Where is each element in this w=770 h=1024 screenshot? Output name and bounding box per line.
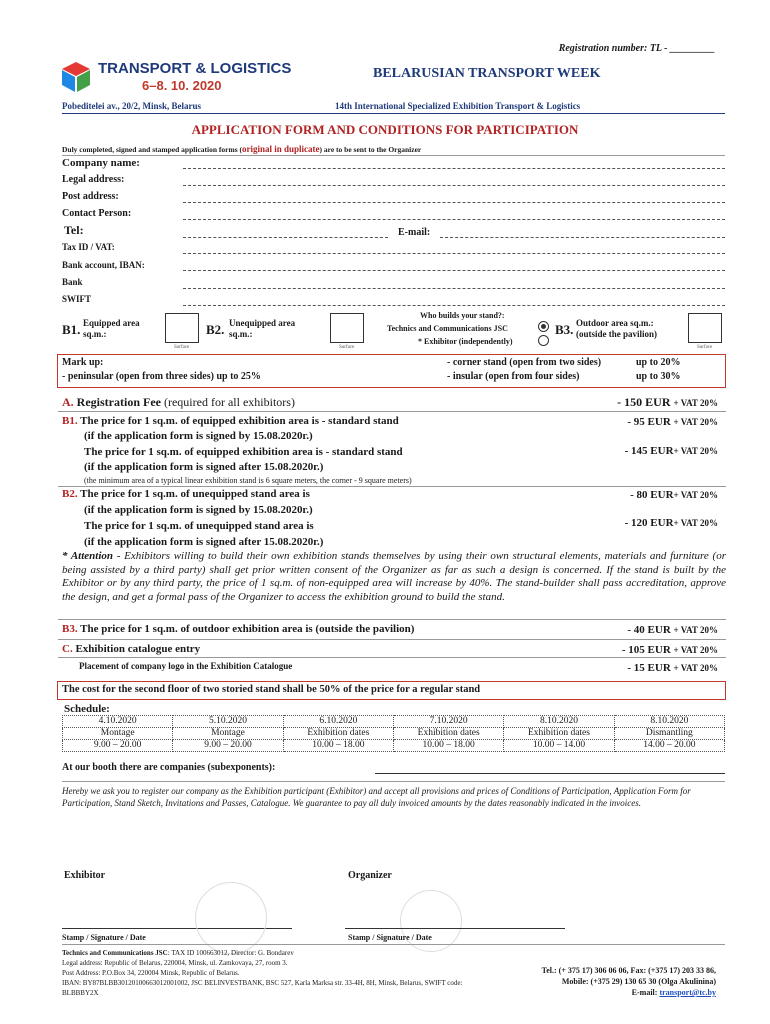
swift-label: SWIFT bbox=[62, 294, 92, 304]
fee-b1-price1 bbox=[627, 416, 718, 428]
fee-b2-price1 bbox=[630, 489, 718, 501]
fee-b1-l2: (if the application form is signed by 15.08.2020г.) bbox=[84, 430, 313, 442]
fee-c bbox=[62, 643, 200, 655]
b3-area-code: B3. bbox=[555, 322, 574, 337]
markup-corner-value: up to 20% bbox=[636, 357, 681, 368]
subexponents-input[interactable] bbox=[375, 773, 725, 774]
company-input[interactable] bbox=[183, 168, 725, 169]
schedule-cell: 10.00 – 14.00 bbox=[504, 740, 614, 752]
fee-a bbox=[62, 395, 295, 410]
footer-contacts bbox=[542, 965, 716, 998]
fee-b2-line1: The price for 1 sq.m. of unequipped stand area is bbox=[80, 488, 310, 500]
company-label: Company name: bbox=[62, 157, 140, 169]
schedule-cell: 14.00 – 20.00 bbox=[614, 740, 724, 752]
b3-box-caption: Surface bbox=[697, 345, 713, 350]
logo bbox=[60, 58, 292, 98]
fee-b1-amount2: - 145 EUR bbox=[624, 445, 674, 457]
logo-dates: 6–8. 10. 2020 bbox=[142, 78, 222, 93]
attention-label: * Attention bbox=[62, 550, 114, 562]
schedule-cell: Exhibition dates bbox=[504, 728, 614, 740]
tel-input[interactable] bbox=[183, 237, 388, 238]
b1-area-code: B1. bbox=[62, 322, 81, 337]
venue-address: Pobeditelei av., 20/2, Minsk, Belarus bbox=[62, 101, 202, 111]
vat-label: + VAT 20% bbox=[673, 490, 718, 500]
exhibitor-label: Exhibitor bbox=[64, 870, 106, 881]
fee-b1-l4: (if the application form is signed after 15.08.2020г.) bbox=[84, 461, 324, 473]
event-subtitle: 14th International Specialized Exhibition Transport & Logistics bbox=[335, 101, 581, 111]
schedule-table bbox=[62, 715, 725, 752]
fee-b2-amount1: - 80 EUR bbox=[630, 489, 674, 501]
schedule-cell: Montage bbox=[173, 728, 283, 740]
fee-b2-price2 bbox=[625, 517, 718, 529]
vat-label: + VAT 20% bbox=[673, 518, 718, 528]
organizer-stamp-placeholder-2 bbox=[400, 890, 462, 952]
schedule-cell: 8.10.2020 bbox=[614, 716, 724, 728]
fee-c-amount: - 105 EUR bbox=[621, 644, 671, 656]
schedule-cell: 10.00 – 18.00 bbox=[283, 740, 393, 752]
fee-b2-l4: (if the application form is signed after 15.08.2020г.) bbox=[84, 536, 324, 548]
contact-person-label: Contact Person: bbox=[62, 208, 132, 219]
fee-b3-price bbox=[627, 624, 718, 636]
fee-b2-letter: B2. bbox=[62, 488, 78, 500]
swift-input[interactable] bbox=[183, 305, 725, 306]
tel-label: Tel: bbox=[64, 223, 84, 237]
contact-person-input[interactable] bbox=[183, 219, 725, 220]
fee-c-letter: C. bbox=[62, 643, 73, 655]
vat-label: + VAT 20% bbox=[673, 625, 718, 635]
footer-company bbox=[62, 948, 482, 998]
schedule-cell: Montage bbox=[63, 728, 173, 740]
schedule-row-time bbox=[63, 740, 725, 752]
logo-placement-amount: - 15 EUR bbox=[627, 662, 671, 674]
organizer-stamp-label: Stamp / Signature / Date bbox=[348, 933, 432, 942]
fee-b1-l1 bbox=[62, 415, 399, 427]
fee-a-label: Registration Fee bbox=[76, 395, 161, 409]
schedule-cell: 5.10.2020 bbox=[173, 716, 283, 728]
footer-email-label: E-mail: bbox=[631, 988, 660, 997]
b1-box-caption: Surface bbox=[174, 345, 190, 350]
b3-area-label: Outdoor area sq.m.: (outside the pavilion) bbox=[576, 318, 658, 339]
fee-b3-line1: The price for 1 sq.m. of outdoor exhibition area is (outside the pavilion) bbox=[80, 623, 415, 635]
vat-label: + VAT 20% bbox=[673, 398, 718, 408]
bank-input[interactable] bbox=[183, 288, 725, 289]
logo-name: TRANSPORT & LOGISTICS bbox=[98, 60, 292, 77]
fee-b2-l2: (if the application form is signed by 15.08.2020г.) bbox=[84, 504, 313, 516]
form-title: APPLICATION FORM AND CONDITIONS FOR PARTICIPATION bbox=[191, 122, 579, 137]
organizer-signature-line[interactable] bbox=[345, 928, 565, 929]
registration-number: Registration number: TL - _________ bbox=[558, 43, 715, 54]
schedule-cell: Exhibition dates bbox=[393, 728, 503, 740]
footer-post: Post Address: P.O.Box 34, 220004 Minsk, Republic of Belarus. bbox=[62, 969, 240, 977]
b2-area-label: Unequipped area sq.m.: bbox=[229, 318, 296, 339]
markup-insular-value: up to 30% bbox=[636, 371, 681, 382]
fee-b1-letter: B1. bbox=[62, 415, 78, 427]
declaration: Hereby we ask you to register our company as the Exhibition participant (Exhibitor) and accept all provisions and prices of Conditions of Participation, Application Form for Participation, Stand Sketch, Invitations and Passes, Catalogue. We guarantee to pay all duly invoiced amounts by the dates reasonably indicated in the invoices. bbox=[62, 786, 691, 808]
schedule-row-date bbox=[63, 716, 725, 728]
b1-area-input[interactable] bbox=[165, 313, 199, 343]
schedule-title: Schedule: bbox=[64, 703, 110, 715]
fee-b1-line1: The price for 1 sq.m. of equipped exhibition area is - standard stand bbox=[80, 415, 399, 427]
fee-b2-amount2: - 120 EUR bbox=[624, 517, 674, 529]
b1-area-label: Equipped area sq.m.: bbox=[83, 318, 140, 339]
vat-label: + VAT 20% bbox=[673, 663, 718, 673]
footer-email-line bbox=[542, 987, 716, 998]
post-address-label: Post address: bbox=[62, 191, 119, 202]
email-label: E-mail: bbox=[398, 227, 431, 238]
schedule-cell: 4.10.2020 bbox=[63, 716, 173, 728]
fee-b1-amount1: - 95 EUR bbox=[627, 416, 671, 428]
footer-company-label: Technics and Communications JSC bbox=[62, 949, 168, 957]
form-note-red: original in duplicate bbox=[242, 144, 320, 154]
logo-placement: Placement of company logo in the Exhibition Catalogue bbox=[79, 661, 293, 671]
bank-label: Bank bbox=[62, 277, 83, 287]
footer-mobile: Mobile: (+375 29) 130 65 30 (Olga Akulinina) bbox=[561, 977, 716, 986]
event-title: BELARUSIAN TRANSPORT WEEK bbox=[373, 66, 601, 81]
legal-address-label: Legal address: bbox=[62, 174, 125, 185]
fee-b3 bbox=[62, 623, 414, 635]
builder-radio-exhibitor[interactable] bbox=[538, 335, 549, 346]
fee-a-amount: - 150 EUR bbox=[617, 395, 671, 409]
schedule-cell: Dismantling bbox=[614, 728, 724, 740]
builder-radio-company[interactable] bbox=[538, 321, 549, 332]
b2-box-caption: Surface bbox=[339, 345, 355, 350]
post-address-input[interactable] bbox=[183, 202, 725, 203]
logo-cube-icon bbox=[60, 60, 92, 94]
form-note bbox=[62, 144, 421, 154]
markup-corner: - corner stand (open from two sides) bbox=[447, 357, 602, 368]
fee-a-letter: A. bbox=[62, 395, 74, 409]
schedule-cell: 8.10.2020 bbox=[504, 716, 614, 728]
schedule-cell: Exhibition dates bbox=[283, 728, 393, 740]
footer-email-link[interactable]: transport@tc.by bbox=[659, 988, 716, 997]
who-builds-label: Who builds your stand?: bbox=[420, 311, 505, 320]
logo-placement-price bbox=[627, 662, 718, 674]
attention-note bbox=[62, 550, 726, 604]
bank-account-input[interactable] bbox=[183, 270, 725, 271]
fee-b2-l1 bbox=[62, 488, 310, 500]
schedule-cell: 10.00 – 18.00 bbox=[393, 740, 503, 752]
fee-b3-letter: B3. bbox=[62, 623, 78, 635]
fee-a-note: (required for all exhibitors) bbox=[160, 395, 295, 409]
b2-area-input[interactable] bbox=[330, 313, 364, 343]
footer-iban: IBAN: BY87BLBB30120100663012001002, JSC BELINVESTBANK, BSC 527, Karla Marksa str. 33-4H, 8H, Minsk, Belarus, SWIFT code: bbox=[62, 979, 463, 987]
tax-input[interactable] bbox=[183, 253, 725, 254]
bank-account-label: Bank account, IBAN: bbox=[62, 260, 145, 270]
schedule-row-what bbox=[63, 728, 725, 740]
footer-swift: BLBBBY2X bbox=[62, 989, 99, 997]
fee-a-price bbox=[617, 395, 718, 410]
b3-area-input[interactable] bbox=[688, 313, 722, 343]
builder-option-company: Technics and Communications JSC bbox=[387, 324, 508, 333]
footer-company-line bbox=[62, 948, 482, 958]
attention-text: - Exhibitors willing to build their own exhibition stands themselves by using their own structural elements, materials and furniture (or being assisted by a third party) shall get prior written consent of the Organizer as far as such a design is concerned. If the stand is built by the Exhibitor or by any third party, the price of 1 sq.m. of non-equipped area will increase by 40%. The stand-builder shall pass accreditation, approve the design, and get a formal pass of the Organizer to access the exhibition ground to build the stand. bbox=[62, 550, 726, 603]
fee-b1-l3: The price for 1 sq.m. of equipped exhibition area is - standard stand bbox=[84, 446, 403, 458]
markup-insular: - insular (open from four sides) bbox=[447, 371, 580, 382]
vat-label: + VAT 20% bbox=[673, 645, 718, 655]
fee-b2-l3: The price for 1 sq.m. of unequipped stand area is bbox=[84, 520, 314, 532]
email-input[interactable] bbox=[440, 237, 725, 238]
fee-b1-price2 bbox=[625, 445, 718, 457]
fee-b3-amount: - 40 EUR bbox=[627, 624, 671, 636]
footer-tel: Tel.: (+ 375 17) 306 06 06, Fax: (+375 17) 203 33 86, bbox=[541, 966, 716, 975]
subexponents-label: At our booth there are companies (subexponents): bbox=[62, 762, 276, 773]
schedule-cell: 6.10.2020 bbox=[283, 716, 393, 728]
footer-legal: Legal address: Republic of Belarus, 220004, Minsk, ul. Zamkovaya, 27, room 3. bbox=[62, 959, 288, 967]
schedule-cell: 9.00 – 20.00 bbox=[173, 740, 283, 752]
exhibitor-stamp-label: Stamp / Signature / Date bbox=[62, 933, 146, 942]
vat-label: + VAT 20% bbox=[673, 446, 718, 456]
fee-c-price bbox=[622, 644, 718, 656]
vat-label: + VAT 20% bbox=[673, 417, 718, 427]
schedule-cell: 9.00 – 20.00 bbox=[63, 740, 173, 752]
markup-title: Mark up: bbox=[62, 357, 104, 368]
fee-c-line1: Exhibition catalogue entry bbox=[75, 643, 201, 655]
legal-address-input[interactable] bbox=[183, 185, 725, 186]
b2-area-code: B2. bbox=[206, 322, 225, 337]
schedule-cell: 7.10.2020 bbox=[393, 716, 503, 728]
markup-peninsular: - peninsular (open from three sides) up to 25% bbox=[62, 371, 261, 382]
form-note-post: ) are to be sent to the Organizer bbox=[319, 145, 422, 154]
organizer-label: Organizer bbox=[348, 870, 392, 881]
min-area-note: (the minimum area of a typical linear exhibition stand is 6 square meters, the corner - 9 square meters) bbox=[84, 476, 412, 485]
form-note-pre: Duly completed, signed and stamped application forms ( bbox=[62, 145, 243, 154]
second-floor-text: The cost for the second floor of two storied stand shall be 50% of the price for a regular stand bbox=[62, 684, 481, 695]
tax-label: Tax ID / VAT: bbox=[62, 242, 115, 252]
builder-option-exhibitor: * Exhibitor (independently) bbox=[418, 337, 513, 346]
footer-company-rest: : TAX ID 100663012, Director: G. Bondarev bbox=[167, 949, 294, 957]
